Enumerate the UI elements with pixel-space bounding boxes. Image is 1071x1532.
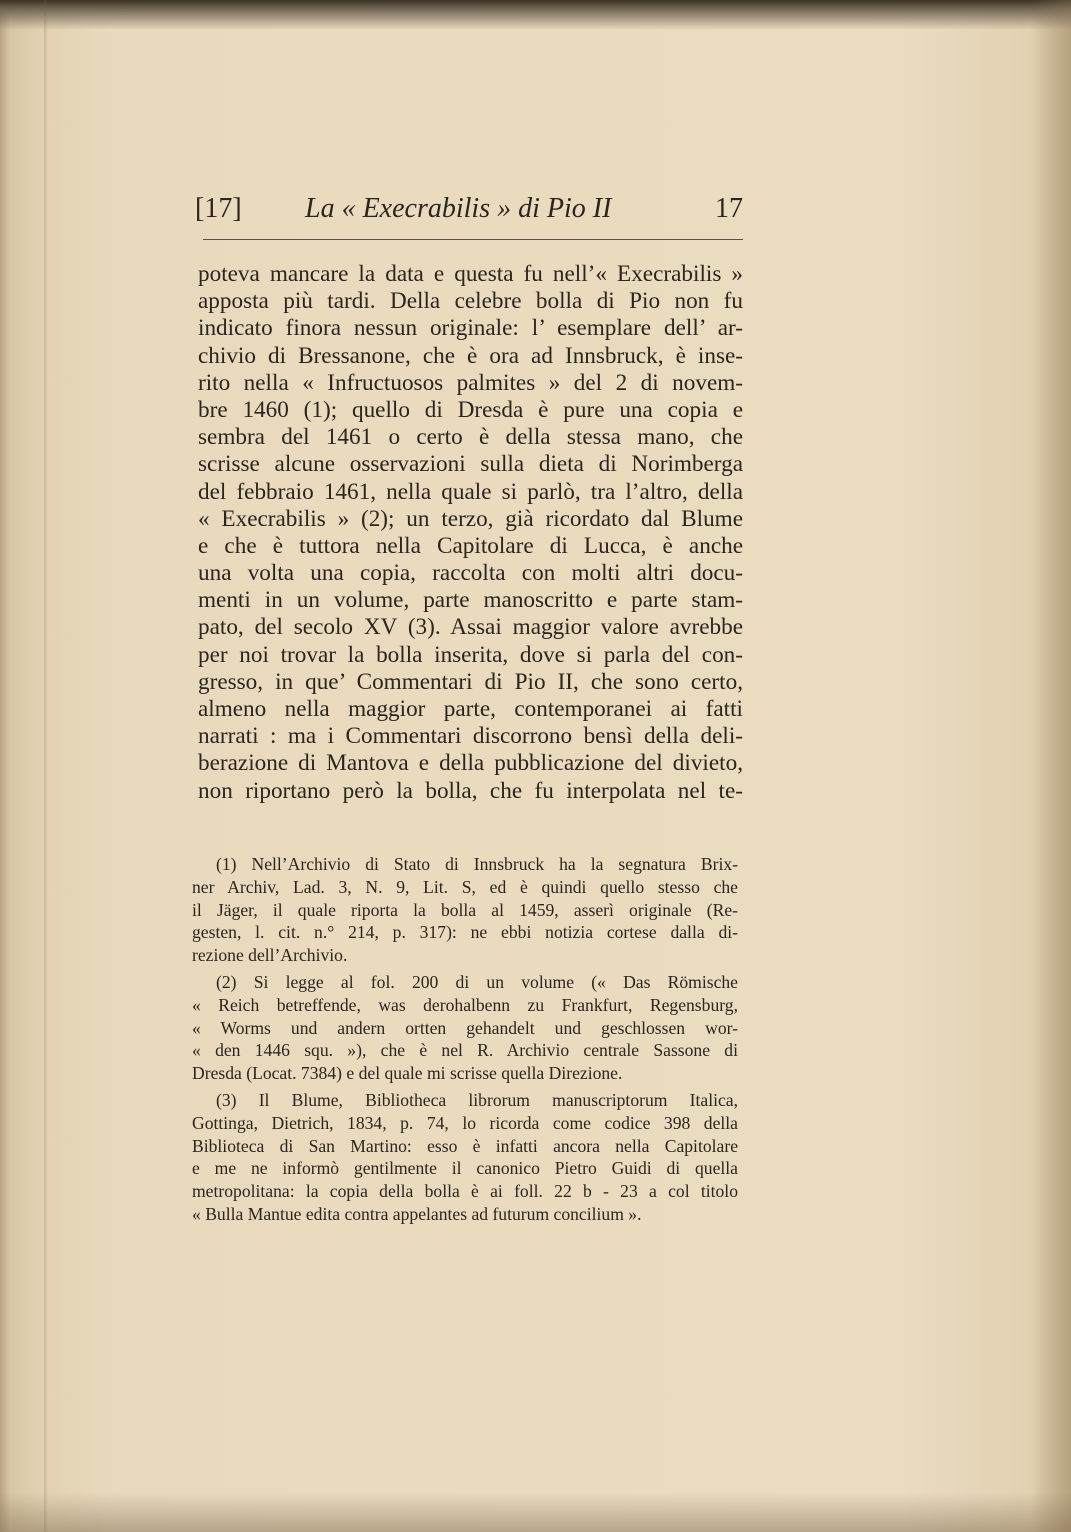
footnote-3 <box>192 1089 738 1226</box>
footnote-2 <box>192 971 738 1085</box>
footnote-line: « Bulla Mantue edita contra appelantes ad futurum concilium ». <box>192 1203 642 1224</box>
text-line: apposta più tardi. Della celebre bolla di Pio non fu <box>198 288 743 315</box>
page-number: 17 <box>715 193 743 224</box>
text-line: almeno nella maggior parte, contemporanei ai fatti <box>198 696 743 722</box>
footnote-line: (1) Nell’Archivio di Stato di Innsbruck ha la segnatura Brix- <box>216 854 738 874</box>
text-line: chivio di Bressanone, che è ora ad Innsbruck, è inse- <box>198 342 743 369</box>
footnote-line: metropolitana: la copia della bolla è ai foll. 22 b - 23 a col titolo <box>192 1181 738 1202</box>
footnote-1 <box>192 853 738 967</box>
header-rule <box>203 239 743 240</box>
running-header <box>195 193 743 233</box>
footnote-line: gesten, l. cit. n.° 214, p. 317): ne ebbi notizia cortese dalla di- <box>192 922 738 943</box>
right-edge-shading <box>1031 0 1071 1532</box>
main-text <box>198 261 743 805</box>
text-line: « Execrabilis » (2); un terzo, già ricordato dal Blume <box>198 505 743 532</box>
text-line: pato, del secolo XV (3). Assai maggior valore avrebbe <box>198 614 743 641</box>
text-line: indicato finora nessun originale: l’ esemplare dell’ ar- <box>198 315 743 342</box>
text-line: una volta una copia, raccolta con molti altri docu- <box>198 560 743 587</box>
bottom-edge-shading <box>0 1492 1071 1532</box>
text-line: rito nella « Infructuosos palmites » del 2 di novem- <box>198 369 743 396</box>
footnote-line: il Jäger, il quale riporta la bolla al 1459, asserì originale (Re- <box>192 899 738 920</box>
footnote-line: e me ne informò gentilmente il canonico Pietro Guidi di quella <box>192 1158 738 1179</box>
header-title: La « Execrabilis » di Pio II <box>305 193 612 224</box>
footnote-line: rezione dell’Archivio. <box>192 945 348 966</box>
footnote-line: « den 1446 squ. »), che è nel R. Archivio centrale Sassone di <box>192 1040 738 1061</box>
text-line: narrati : ma i Commentari discorrono bensì della deli- <box>198 723 743 750</box>
footnote-line: Dresda (Locat. 7384) e del quale mi scrisse quella Direzione. <box>192 1063 623 1084</box>
footnote-line: « Reich betreffende, was derohalbenn zu Frankfurt, Regensburg, <box>192 994 738 1015</box>
text-line: sembra del 1461 o certo è della stessa mano, che <box>198 424 743 451</box>
text-line: berazione di Mantova e della pubblicazione del divieto, <box>198 750 743 777</box>
footnote-line: « Worms und andern ortten gehandelt und geschlossen wor- <box>192 1017 738 1038</box>
footnote-line: (2) Si legge al fol. 200 di un volume (« Das Römische <box>216 971 738 992</box>
text-line: gresso, in que’ Commentari di Pio II, che sono certo, <box>198 668 743 695</box>
text-line: e che è tuttora nella Capitolare di Lucca, è anche <box>198 532 743 559</box>
top-edge-shadow <box>0 0 1071 30</box>
text-line: poteva mancare la data e questa fu nell’« Execrabilis » <box>198 261 743 287</box>
text-line: scrisse alcune osservazioni sulla dieta di Norimberga <box>198 451 743 478</box>
header-section-number: [17] <box>195 193 242 224</box>
text-line: del febbraio 1461, nella quale si parlò, tra l’altro, della <box>198 478 743 505</box>
footnote-line: Biblioteca di San Martino: esso è infatti ancora nella Capitolare <box>192 1135 738 1156</box>
footnote-line: Gottinga, Dietrich, 1834, p. 74, lo ricorda come codice 398 della <box>192 1112 738 1133</box>
text-line: per noi trovar la bolla inserita, dove si parla del con- <box>198 641 743 668</box>
page-gutter <box>44 0 48 1532</box>
text-line: menti in un volume, parte manoscritto e parte stam- <box>198 587 743 614</box>
text-line: non riportano però la bolla, che fu interpolata nel te- <box>198 777 743 804</box>
text-line: bre 1460 (1); quello di Dresda è pure una copia e <box>198 396 743 423</box>
footnote-line: ner Archiv, Lad. 3, N. 9, Lit. S, ed è quindi quello stesso che <box>192 876 738 897</box>
footnotes <box>192 853 738 1226</box>
footnote-line: (3) Il Blume, Bibliotheca librorum manuscriptorum Italica, <box>216 1089 738 1110</box>
